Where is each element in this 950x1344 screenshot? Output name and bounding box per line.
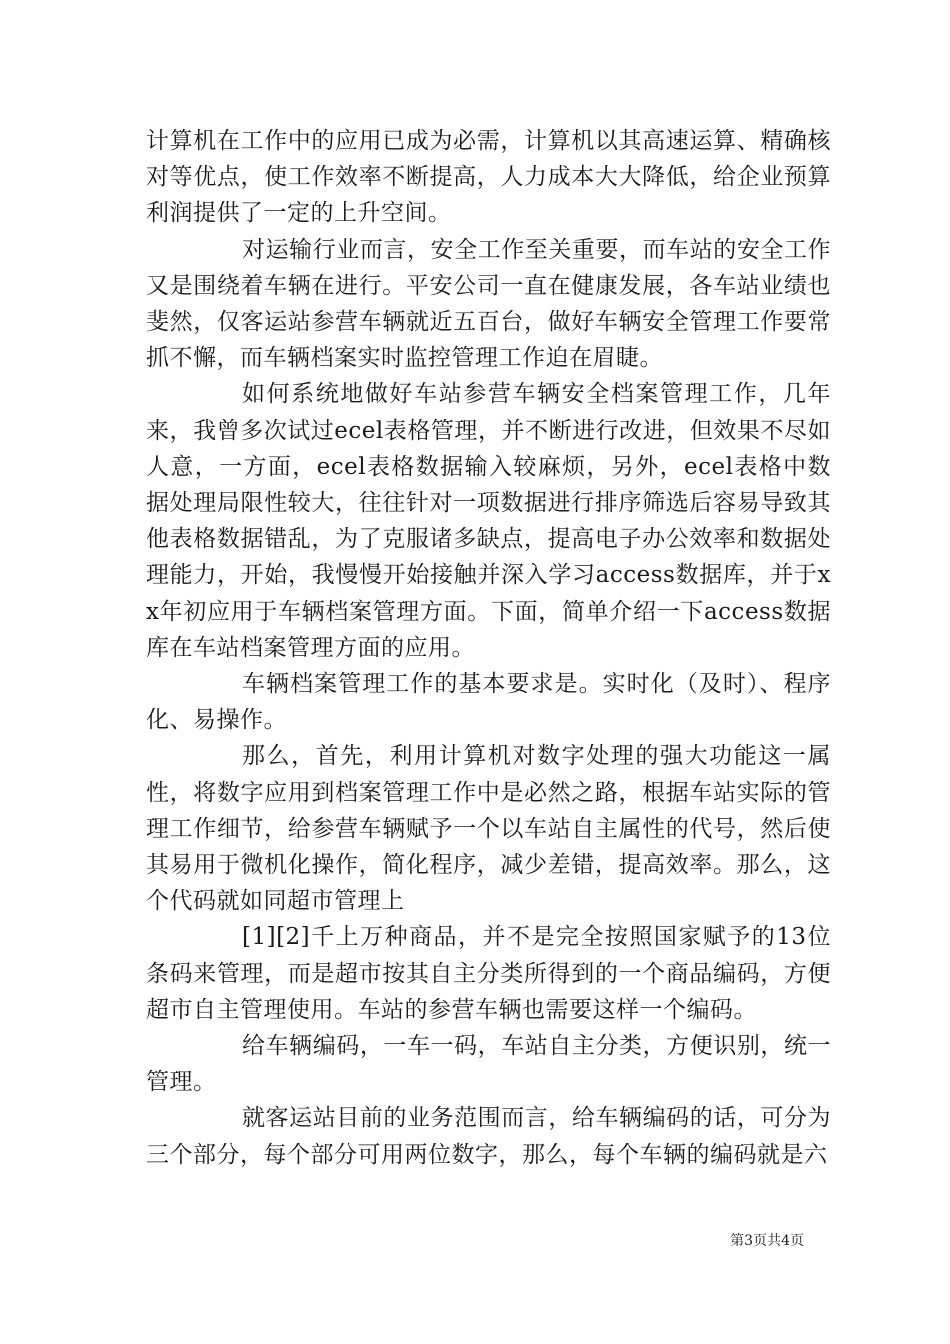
paragraph-6: [1][2]千上万种商品，并不是完全按照国家赋予的13位条码来管理，而是超市按其自主分类所得到的一个商品编码，方便超市自主管理使用。车站的参营车辆也需要这样一个编码。 (146, 924, 831, 1023)
paragraph-2: 对运输行业而言，安全工作至关重要，而车站的安全工作又是围绕着车辆在进行。平安公司一直在健康发展，各车站业绩也斐然，仅客运站参营车辆就近五百台，做好车辆安全管理工作要常抓不懈，而车辆档案实时监控管理工作迫在眉睫。 (146, 236, 831, 372)
paragraph-3: 如何系统地做好车站参营车辆安全档案管理工作，几年来，我曾多次试过ecel表格管理，并不断进行改进，但效果不尽如人意，一方面，ecel表格数据输入较麻烦，另外，ecel表格中数据处理局限性较大，往往针对一项数据进行排序筛选后容易导致其他表格数据错乱，为了克服诸多缺点，提高电子办公效率和数据处理能力，开始，我慢慢开始接触并深入学习access数据库，并于xx年初应用于车辆档案管理方面。下面，简单介绍一下access数据库在车站档案管理方面的应用。 (146, 381, 831, 661)
paragraph-5: 那么，首先，利用计算机对数字处理的强大功能这一属性，将数字应用到档案管理工作中是必然之路，根据车站实际的管理工作细节，给参营车辆赋予一个以车站自主属性的代号，然后使其易用于微机化操作，简化程序，减少差错，提高效率。那么，这个代码就如同超市管理上 (146, 743, 831, 915)
paragraph-4: 车辆档案管理工作的基本要求是。实时化（及时）、程序化、易操作。 (146, 671, 831, 734)
paragraph-7: 给车辆编码，一车一码，车站自主分类，方便识别，统一管理。 (146, 1033, 831, 1096)
page-number-footer: 第3页共4页 (730, 1233, 804, 1249)
body-text (146, 123, 831, 1173)
paragraph-8: 就客运站目前的业务范围而言，给车辆编码的话，可分为三个部分，每个部分可用两位数字，那么，每个车辆的编码就是六 (146, 1105, 831, 1168)
paragraph-1: 计算机在工作中的应用已成为必需，计算机以其高速运算、精确核对等优点，使工作效率不断提高，人力成本大大降低，给企业预算利润提供了一定的上升空间。 (146, 128, 831, 227)
